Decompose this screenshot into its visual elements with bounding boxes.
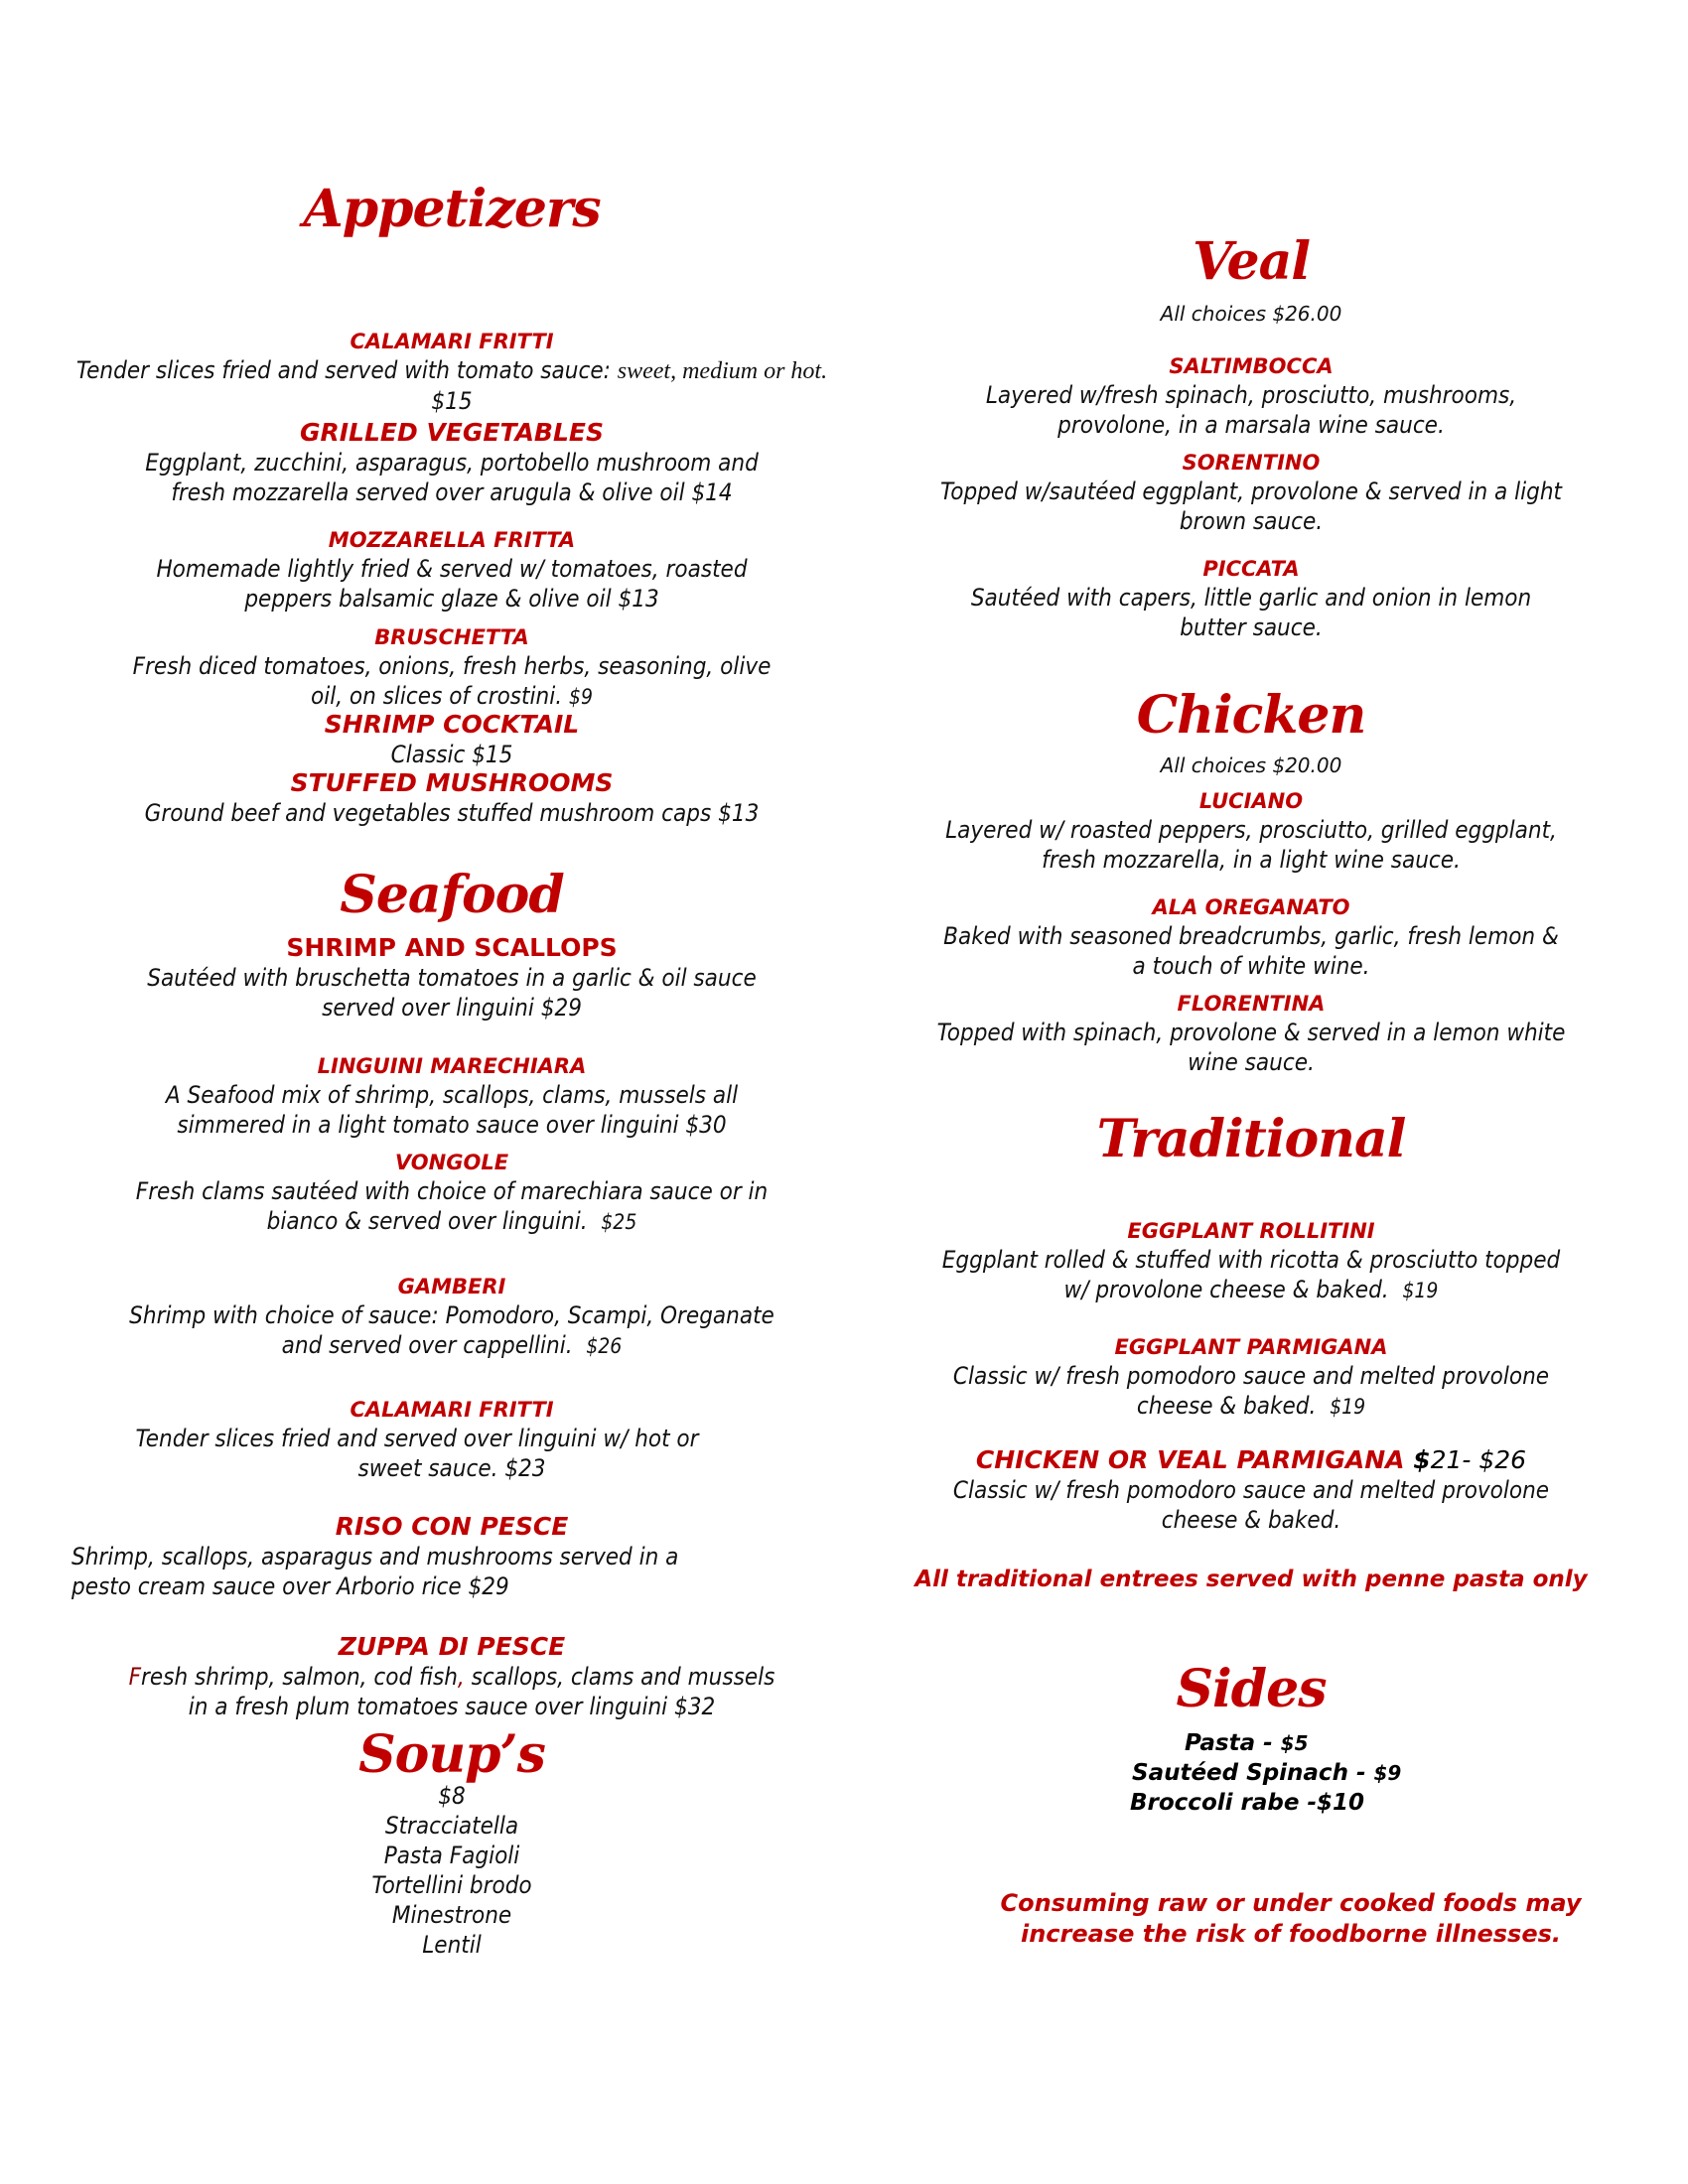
- menu-item-calamari-fritti: [60, 328, 844, 416]
- traditional-title: Traditional: [1096, 1109, 1406, 1169]
- item-name: GRILLED VEGETABLES: [299, 418, 605, 447]
- warning-line2: increase the risk of foodborne illnesses.: [1020, 1920, 1562, 1948]
- item-description-line1: Tender slices fried and served over linguini w/ hot or: [135, 1425, 699, 1452]
- soups-list: [60, 1781, 844, 1960]
- menu-item-shrimp-cocktail: [60, 710, 844, 769]
- item-description-line2: wine sauce.: [1188, 1048, 1315, 1076]
- item-name: BRUSCHETTA: [374, 625, 529, 649]
- soup-item: Lentil: [422, 1931, 482, 1959]
- traditional-note: All traditional entrees served with penne pasta only: [914, 1567, 1588, 1592]
- item-description-line1: Topped with spinach, provolone & served in a lemon white: [936, 1019, 1566, 1046]
- item-description-line1: Sautéed with capers, little garlic and onion in lemon: [970, 584, 1532, 612]
- menu-item-chicken-or-veal-parmigana: [874, 1445, 1628, 1535]
- menu-item-mozzarella-fritta: [60, 526, 844, 614]
- chicken-price-note: All choices $20.00: [1160, 753, 1342, 777]
- menu-item-riso-con-pesce: [60, 1512, 844, 1601]
- menu-item-bruschetta: [60, 623, 844, 712]
- item-description-line1: Fresh diced tomatoes, onions, fresh herbs, seasoning, olive: [132, 652, 772, 680]
- item-name: SALTIMBOCCA: [1169, 354, 1334, 378]
- item-description-line2: sweet sauce. $23: [357, 1454, 546, 1482]
- item-description-line2: fresh mozzarella served over arugula & olive oil $14: [171, 478, 733, 506]
- soups-price: $8: [438, 1782, 466, 1810]
- item-name: PICCATA: [1202, 557, 1300, 581]
- item-description-line1: Layered w/ roasted peppers, prosciutto, grilled eggplant,: [945, 816, 1557, 844]
- item-name: FLORENTINA: [1177, 992, 1326, 1016]
- menu-item-stuffed-mushrooms: [60, 768, 844, 828]
- item-description-line2: peppers balsamic glaze & olive oil $13: [244, 585, 659, 613]
- soup-item: Minestrone: [391, 1901, 512, 1929]
- item-description-line1: Layered w/fresh spinach, prosciutto, mushrooms,: [985, 381, 1517, 409]
- menu-item-calamari-fritti-linguini: [60, 1396, 844, 1483]
- menu-item-saltimbocca: [874, 352, 1628, 440]
- item-name: SORENTINO: [1182, 451, 1321, 475]
- item-description-line2: a touch of white wine.: [1132, 952, 1370, 980]
- item-description: Ground beef and vegetables stuffed mushroom caps $13: [144, 799, 760, 827]
- menu-item-vongole: [60, 1149, 844, 1237]
- item-description: Classic $15: [390, 741, 513, 768]
- food-safety-warning: [953, 1888, 1628, 1950]
- sides-title: Sides: [1176, 1659, 1327, 1719]
- item-name: ZUPPA DI PESCE: [338, 1632, 566, 1661]
- item-description-line1: Shrimp with choice of sauce: Pomodoro, Scampi, Oreganate: [129, 1301, 774, 1329]
- item-description-line2: and served over cappellini. $26: [281, 1331, 623, 1359]
- item-name: ALA OREGANATO: [1152, 895, 1350, 919]
- item-description-line1: Homemade lightly fried & served w/ tomatoes, roasted: [156, 555, 748, 583]
- menu-item-linguini-marechiara: [60, 1052, 844, 1140]
- item-description-line1: Eggplant, zucchini, asparagus, portobello mushroom and: [145, 449, 759, 477]
- item-description-line2: oil, on slices of crostini. $9: [311, 682, 593, 710]
- menu-item-piccata: [874, 555, 1628, 642]
- item-description-line2: cheese & baked. $19: [1136, 1392, 1366, 1420]
- item-description-line2: simmered in a light tomato sauce over linguini $30: [177, 1111, 727, 1139]
- side-item-broccoli-rabe: Broccoli rabe -$10: [1130, 1790, 1365, 1816]
- item-name: CALAMARI FRITTI: [350, 330, 554, 353]
- item-name: VONGOLE: [394, 1151, 509, 1174]
- side-item-sauteed-spinach: Sautéed Spinach - $9: [1132, 1760, 1402, 1786]
- soups-title: Soup’s: [358, 1724, 545, 1785]
- item-name: EGGPLANT ROLLITINI: [1127, 1219, 1375, 1243]
- item-description-line1: Fresh shrimp, salmon, cod fish, scallops, clams and mussels: [128, 1663, 775, 1691]
- menu-item-florentina: [874, 990, 1628, 1077]
- menu-item-eggplant-rollitini: [874, 1217, 1628, 1305]
- item-description-line1: Eggplant rolled & stuffed with ricotta & prosciutto topped: [941, 1246, 1561, 1274]
- soup-item: Tortellini brodo: [371, 1871, 532, 1899]
- item-name: LUCIANO: [1198, 789, 1304, 813]
- item-name: RISO CON PESCE: [335, 1512, 569, 1541]
- item-name: MOZZARELLA FRITTA: [328, 528, 576, 552]
- item-name: STUFFED MUSHROOMS: [290, 768, 614, 797]
- veal-price-note: All choices $26.00: [1160, 302, 1342, 326]
- soup-item: Stracciatella: [384, 1812, 519, 1840]
- menu-item-zuppa-di-pesce: [60, 1632, 844, 1721]
- item-description-line1: Classic w/ fresh pomodoro sauce and melted provolone: [952, 1362, 1550, 1390]
- menu-item-shrimp-and-scallops: [60, 933, 844, 1023]
- appetizers-title: Appetizers: [303, 179, 601, 239]
- item-name: CALAMARI FRITTI: [350, 1398, 554, 1422]
- item-description-line1: Fresh clams sautéed with choice of marechiara sauce or in: [135, 1177, 769, 1205]
- item-description-line1: Sautéed with bruschetta tomatoes in a garlic & oil sauce: [147, 964, 757, 992]
- item-description-line1: Topped w/sautéed eggplant, provolone & served in a light: [940, 478, 1562, 505]
- item-description-line2: in a fresh plum tomatoes sauce over linguini $32: [188, 1693, 716, 1720]
- item-description-line2: w/ provolone cheese & baked. $19: [1063, 1276, 1439, 1303]
- soup-item: Pasta Fagioli: [383, 1842, 520, 1869]
- menu-item-ala-oreganato: [874, 893, 1628, 981]
- item-description-line2: brown sauce.: [1179, 507, 1324, 535]
- item-description-line2: pesto cream sauce over Arborio rice $29: [71, 1572, 509, 1600]
- side-item-pasta: Pasta - $5: [1185, 1730, 1309, 1756]
- item-description-line2: butter sauce.: [1180, 614, 1323, 641]
- item-name: SHRIMP COCKTAIL: [324, 710, 580, 739]
- item-description-line2: cheese & baked.: [1161, 1506, 1341, 1534]
- seafood-title: Seafood: [340, 865, 564, 925]
- item-name: GAMBERI: [397, 1275, 506, 1298]
- menu-item-gamberi: [60, 1273, 844, 1361]
- menu-item-sorentino: [874, 449, 1628, 536]
- item-name: LINGUINI MARECHIARA: [317, 1054, 587, 1078]
- item-description-line2: bianco & served over linguini. $25: [266, 1207, 637, 1235]
- menu-item-luciano: [874, 787, 1628, 875]
- warning-line1: Consuming raw or under cooked foods may: [1000, 1889, 1582, 1917]
- item-description-line2: provolone, in a marsala wine sauce.: [1057, 411, 1445, 439]
- veal-title: Veal: [1192, 231, 1311, 292]
- item-description-line1: Classic w/ fresh pomodoro sauce and melted provolone: [952, 1476, 1550, 1504]
- item-name: SHRIMP AND SCALLOPS: [286, 933, 618, 962]
- item-name: EGGPLANT PARMIGANA: [1114, 1335, 1388, 1359]
- item-description-line1: A Seafood mix of shrimp, scallops, clams, mussels all: [165, 1081, 739, 1109]
- menu-item-eggplant-parmigana: [874, 1333, 1628, 1422]
- item-name: CHICKEN OR VEAL PARMIGANA $21- $26: [975, 1445, 1527, 1474]
- item-description-line2: served over linguini $29: [322, 994, 582, 1022]
- item-description-line1: Shrimp, scallops, asparagus and mushrooms served in a: [71, 1543, 679, 1570]
- item-description-line2: fresh mozzarella, in a light wine sauce.: [1042, 846, 1461, 874]
- item-description: Tender slices fried and served with tomato sauce: sweet, medium or hot. $15: [75, 356, 828, 415]
- chicken-title: Chicken: [1136, 685, 1366, 746]
- menu-item-grilled-vegetables: [60, 418, 844, 507]
- item-description-line1: Baked with seasoned breadcrumbs, garlic, fresh lemon &: [943, 922, 1559, 950]
